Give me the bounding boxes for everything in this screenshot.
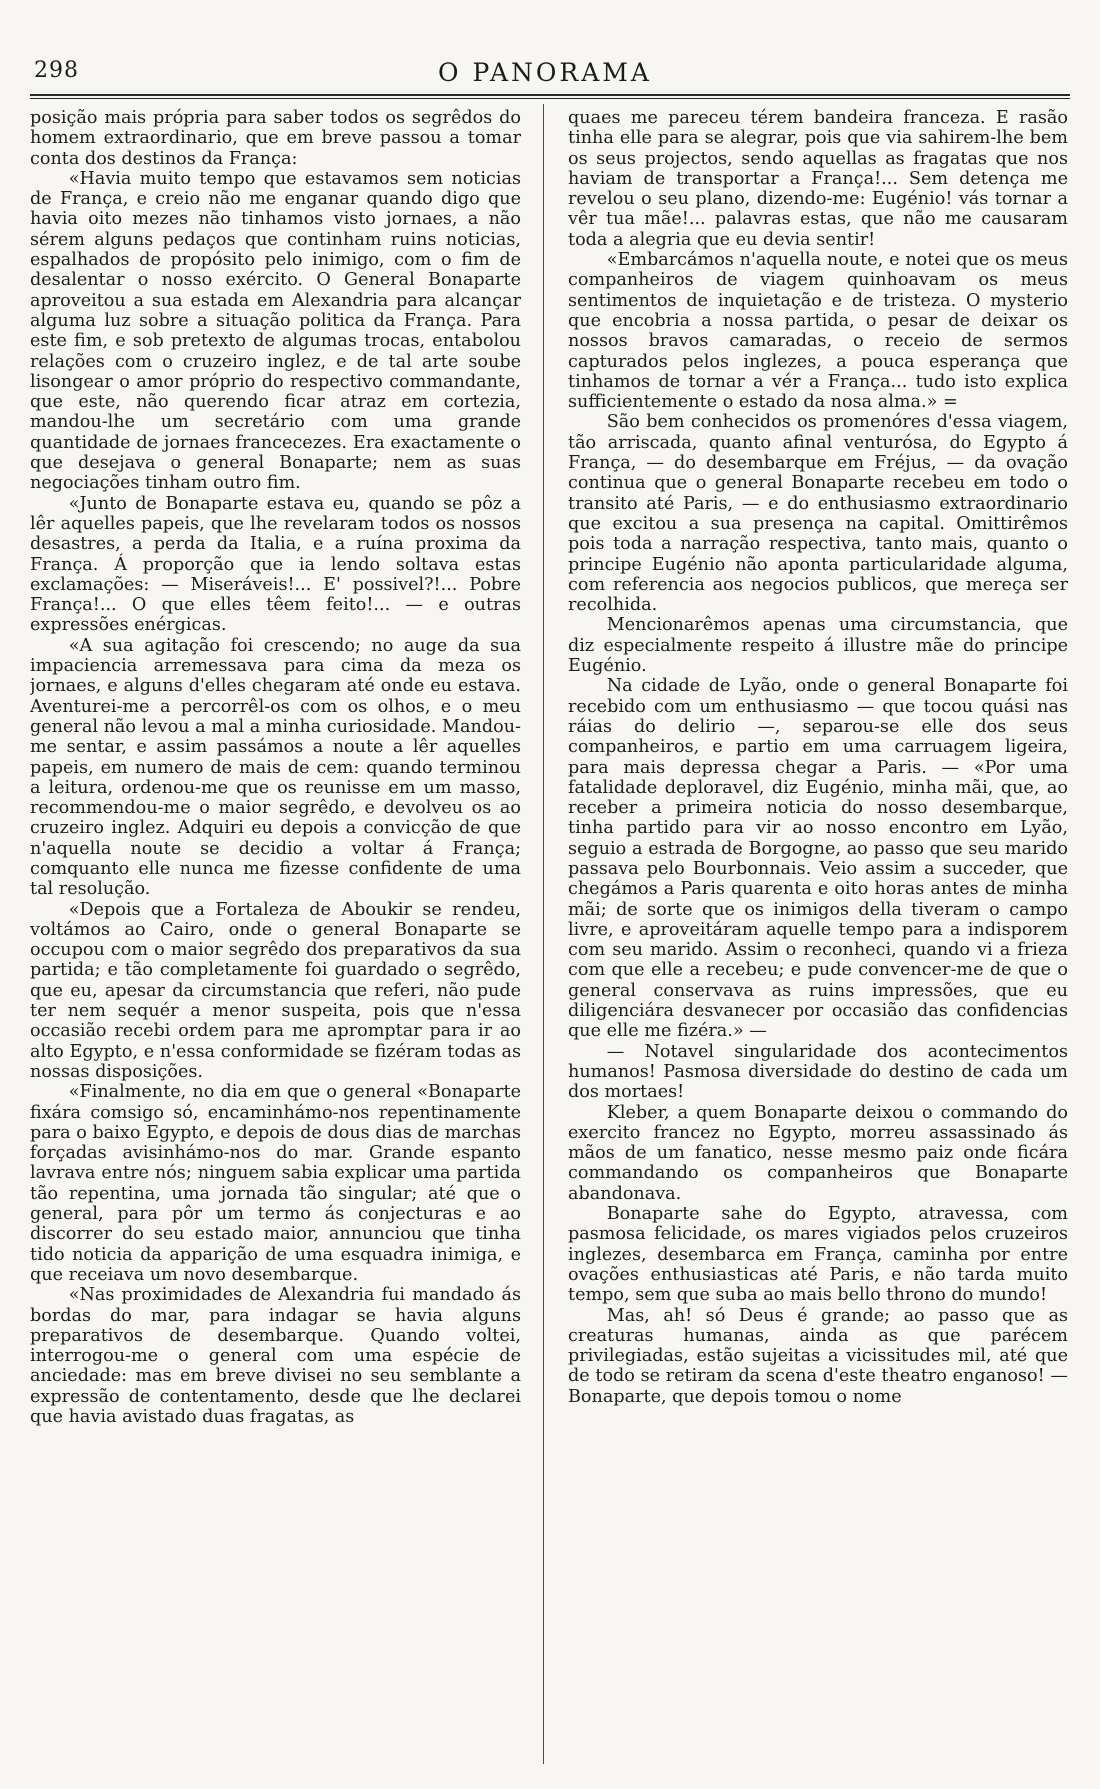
journal-title: O PANORAMA <box>438 58 652 87</box>
paragraph: São bem conhecidos os promenóres d'essa viagem, tão arriscada, quanto afinal venturósa, do Egypto á França, — do desembarque em Fréjus, — da ovação continua que o general Bonaparte recebeu em todo o transito até Paris, — e do enthusiasmo extraordinario que excitou a sua presença na capital. Omittirêmos pois toda a narração respectiva, tanto mais, quanto o principe Eugénio não aponta particularidade alguma, com referencia aos negocios publicos, que mereça ser recolhida. <box>568 412 1068 616</box>
paragraph: quaes me pareceu térem bandeira franceza. E rasão tinha elle para se alegrar, pois que via sahirem-lhe bem os seus projectos, sendo aquellas as fragatas que nos haviam de transportar a França!... Sem detença me revelou o seu plano, dizendo-me: Eugénio! vás tornar a vêr tua mãe!... palavras estas, que não me causaram toda a alegria que eu devia sentir! <box>568 108 1068 250</box>
paragraph: «A sua agitação foi crescendo; no auge da sua impaciencia arremessava para cima da meza os jornaes, e alguns d'elles chegaram até onde eu estava. Aventurei-me a percorrêl-os com os olhos, e o meu general não levou a mal a minha curiosidade. Mandou-me sentar, e assim passámos a noute a lêr aquelles papeis, em numero de mais de cem: quando terminou a leitura, ordenou-me que os reunisse em um masso, recommendou-me o maior segrêdo, e devolveu os ao cruzeiro inglez. Adquiri eu depois a convicção de que n'aquella noute se decidio a voltar á França; comquanto elle nunca me fizesse confidente de uma tal resolução. <box>30 635 521 900</box>
paragraph: Na cidade de Lyão, onde o general Bonaparte foi recebido com um enthusiasmo — que tocou quási nas ráias do delirio —, separou-se elle dos seus companheiros, e partio em uma carruagem ligeira, para mais depressa chegar a Paris. — «Por uma fatalidade deploravel, diz Eugénio, minha mãi, que, ao receber a primeira noticia do nosso desembarque, tinha partido para vir ao nosso encontro em Lyão, seguio a estrada de Borgogne, ao passo que seu marido passava pelo Bourbonnais. Veio assim a succeder, que chegámos a Paris quarenta e oito horas antes de minha mãi; de sorte que os inimigos della tiveram o campo livre, e aproveitáram aquelle tempo para a indisporem com seu marido. Assim o reconheci, quando vi a frieza com que elle a recebeu; e pude convencer-me de que o general conservava as ruins impressões, que eu diligenciára desvanecer por occasião das confidencias que elle me fizéra.» — <box>568 676 1068 1042</box>
page-number: 298 <box>34 58 79 83</box>
paragraph: «Finalmente, no dia em que o general «Bonaparte fixára comsigo só, encaminhámo-nos repentinamente para o baixo Egypto, e depois de dous dias de marchas forçadas avisinhámo-nos do mar. Grande espanto lavrava entre nós; ninguem sabia explicar uma partida tão repentina, uma jornada tão singular; até que o general, para pôr um termo ás conjecturas e ao discorrer do seu estado maior, annunciou que tinha tido noticia da apparição de uma esquadra inimiga, e que receiava um novo desembarque. <box>30 1082 521 1285</box>
left-column <box>30 108 521 1768</box>
header-rule-thin <box>30 98 1070 99</box>
paragraph: «Depois que a Fortaleza de Aboukir se rendeu, voltámos ao Cairo, onde o general Bonaparte se occupou com o maior segrêdo dos preparativos da sua partida; e tão completamente foi guardado o segrêdo, que eu, apesar da circumstancia que referi, não pude ter nem sequér a menor suspeita, pois que n'essa occasião recebi ordem para me apromptar para ir ao alto Egypto, e n'essa conformidade se fizéram todas as nossas disposições. <box>30 899 521 1082</box>
paragraph: Kleber, a quem Bonaparte deixou o commando do exercito francez no Egypto, morreu assassinado ás mãos de um fanatico, nesse mesmo paiz onde ficára commandando os companheiros que Bonaparte abandonava. <box>568 1102 1068 1204</box>
paragraph: — Notavel singularidade dos acontecimentos humanos! Pasmosa diversidade do destino de cada um dos mortaes! <box>568 1041 1068 1103</box>
paragraph: «Nas proximidades de Alexandria fui mandado ás bordas do mar, para indagar se havia alguns preparativos de desembarque. Quando voltei, interrogou-me o general com uma espécie de anciedade: mas em breve divisei no seu semblante a expressão de contentamento, desde que lhe declarei que havia avistado duas fragatas, as <box>30 1285 521 1427</box>
paragraph: «Embarcámos n'aquella noute, e notei que os meus companheiros de viagem quinhoavam os meus sentimentos de inquietação e de tristeza. O mysterio que encobria a nossa partida, o pesar de deixar os nossos bravos camaradas, o receio de sermos capturados pelos inglezes, a pouca esperança que tinhamos de tornar a vér a França... tudo isto explica sufficientemente o estado da nosa alma.» = <box>568 250 1068 413</box>
paragraph: posição mais própria para saber todos os segrêdos do homem extraordinario, que em breve passou a tomar conta dos destinos da França: <box>30 108 521 169</box>
column-divider <box>543 104 544 1764</box>
paragraph: Bonaparte sahe do Egypto, atravessa, com pasmosa felicidade, os mares vigiados pelos cruzeiros inglezes, desembarca em França, caminha por entre ovações enthusiasticas até Paris, e não tarda muito tempo, sem que suba ao mais bello throno do mundo! <box>568 1204 1068 1306</box>
paragraph: Mencionarêmos apenas uma circumstancia, que diz especialmente respeito á illustre mãe do principe Eugénio. <box>568 615 1068 677</box>
right-column <box>568 108 1068 1768</box>
paragraph: «Junto de Bonaparte estava eu, quando se pôz a lêr aquelles papeis, que lhe revelaram todos os nossos desastres, a perda da Italia, e a ruína proxima da França. Á proporção que ia lendo soltava estas exclamações: — Miseráveis!... E' possivel?!... Pobre França!... O que elles têem feito!... — e outras expressões enérgicas. <box>30 493 521 636</box>
paragraph: Mas, ah! só Deus é grande; ao passo que as creaturas humanas, ainda as que parécem privilegiadas, estão sujeitas a vicissitudes mil, até que de todo se retiram da scena d'este theatro enganoso! — Bonaparte, que depois tomou o nome <box>568 1305 1068 1407</box>
page-header <box>30 58 1060 86</box>
header-rule <box>30 94 1070 96</box>
paragraph: «Havia muito tempo que estavamos sem noticias de França, e creio não me enganar quando digo que havia oito mezes não tinhamos visto jornaes, a não sérem alguns pedaços que continham ruins noticias, espalhados de propósito pelo inimigo, com o fim de desalentar o nosso exército. O General Bonaparte aproveitou a sua estada em Alexandria para alcançar alguma luz sobre a situação politica da França. Para este fim, e sob pretexto de algumas trocas, entabolou relações com o cruzeiro inglez, e de tal arte soube lisongear o amor próprio do respectivo commandante, que este, não querendo ficar atraz em cortezia, mandou-lhe um secretário com uma grande quantidade de jornaes francecezes. Era exactamente o que desejava o general Bonaparte; nem as suas negociações tinham outro fim. <box>30 168 521 494</box>
